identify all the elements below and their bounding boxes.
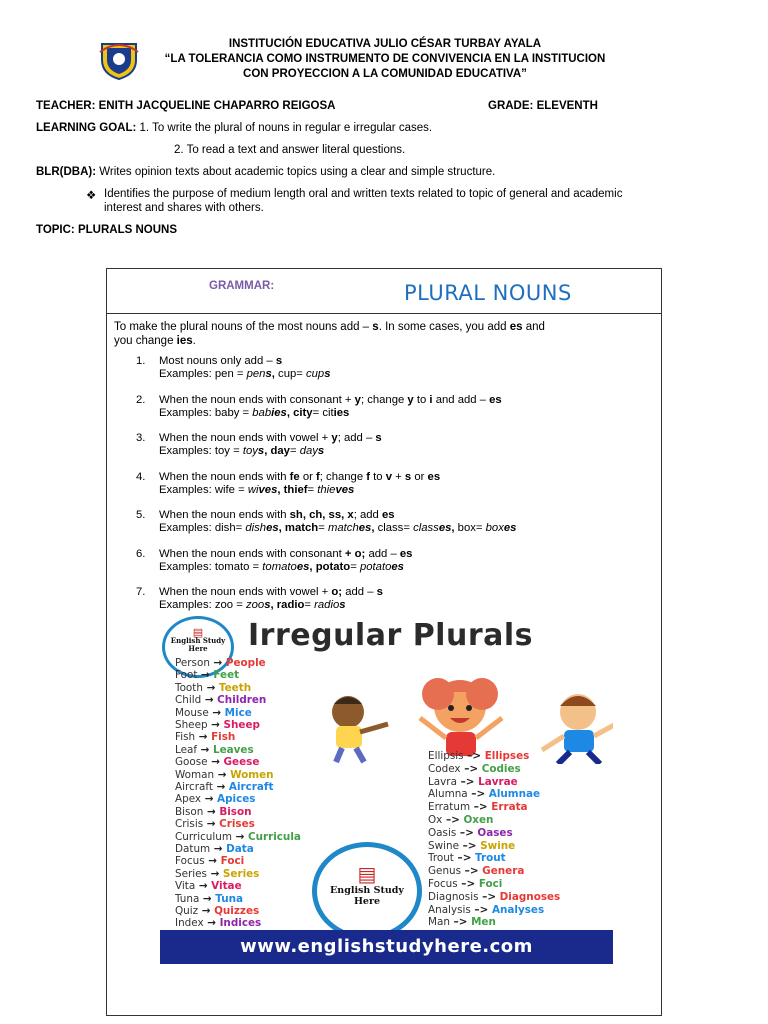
plural-word: Indices: [219, 917, 262, 930]
arrow-icon: →: [210, 843, 227, 855]
flag-icon: ▤: [192, 626, 204, 639]
plural-word: Feet: [213, 669, 240, 682]
arrow-icon: –>: [478, 890, 500, 903]
rule-text: Most nouns only add – s: [159, 355, 283, 367]
plural-word: Crises: [219, 818, 255, 831]
rule-example: Examples: tomato = tomatoes, potato= potatoes: [159, 561, 404, 573]
arrow-icon: →: [201, 793, 218, 806]
irregular-pair: [175, 769, 274, 781]
singular-word: Swine: [428, 839, 459, 852]
arrow-icon: →: [231, 830, 248, 843]
singular-word: Curriculum: [175, 830, 232, 843]
singular-word: Child: [175, 694, 202, 707]
irregular-pair: [175, 756, 259, 768]
school-motto-line1: “LA TOLERANCIA COMO INSTRUMENTO DE CONVIVENCIA EN LA INSTITUCION: [164, 53, 606, 65]
arrow-icon: →: [214, 768, 231, 781]
singular-word: Leaf: [175, 743, 198, 756]
arrow-icon: →: [212, 781, 229, 793]
school-crest-icon: [98, 38, 140, 80]
logo-text-1: English Study: [170, 636, 226, 645]
arrow-icon: –>: [461, 865, 483, 878]
singular-word: Woman: [175, 768, 215, 781]
singular-word: Apex: [175, 793, 202, 806]
irregular-plurals-infographic: [160, 614, 613, 964]
irregular-pair: [428, 776, 518, 788]
irregular-pair: [175, 682, 251, 694]
plural-nouns-title: PLURAL NOUNS: [404, 281, 572, 305]
singular-word: Series: [175, 867, 207, 880]
plural-word: Oases: [477, 826, 513, 839]
arrow-icon: →: [195, 731, 212, 744]
rule-number: 1.: [136, 355, 146, 367]
cartoon-kids-illustration: [320, 654, 613, 764]
irregular-pair: [175, 793, 255, 805]
singular-word: Fish: [175, 731, 196, 744]
irregular-pair: [175, 731, 235, 743]
rule-example: Examples: dish= dishes, match= matches, class= classes, box= boxes: [159, 522, 517, 534]
singular-word: Diagnosis: [428, 890, 479, 903]
learning-goal-label: LEARNING GOAL:: [36, 122, 137, 134]
rule-text: When the noun ends with fe or f; change f to v + s or es: [159, 471, 441, 483]
plural-word: Bison: [219, 805, 252, 818]
rule-example: Examples: toy = toys, day= days: [159, 445, 325, 457]
intro-text-1: To make the plural nouns of the most nouns add –: [114, 321, 373, 333]
plural-word: Fish: [211, 731, 236, 744]
arrow-icon: –>: [470, 801, 492, 814]
plural-word: Geese: [223, 756, 260, 769]
arrow-icon: →: [207, 719, 224, 731]
singular-word: Focus: [428, 878, 458, 890]
irregular-plurals-title: Irregular Plurals: [248, 618, 534, 653]
rule-number: 7.: [136, 586, 146, 598]
plural-word: Codies: [481, 762, 521, 775]
plural-word: Sheep: [223, 719, 260, 731]
singular-word: Crisis: [175, 818, 204, 831]
arrow-icon: →: [195, 880, 212, 893]
rule-number: 2.: [136, 394, 146, 406]
plural-word: Apices: [217, 793, 256, 806]
singular-word: Codex: [428, 762, 461, 775]
bullet-text-2: interest and shares with others.: [104, 202, 264, 214]
intro-text-4: you change: [114, 334, 177, 347]
blr-text: Writes opinion texts about academic topics using a clear and simple structure.: [99, 166, 496, 178]
singular-word: Erratum: [428, 801, 471, 814]
arrow-icon: →: [198, 905, 215, 917]
irregular-pair: [175, 831, 301, 843]
singular-word: Tooth: [175, 681, 203, 694]
english-study-here-logo: [312, 842, 422, 940]
blr-label: BLR(DBA):: [36, 166, 97, 178]
topic-line: TOPIC: PLURALS NOUNS: [36, 224, 177, 236]
plural-word: Alumnae: [488, 788, 541, 801]
irregular-pair: [428, 814, 493, 826]
arrow-icon: →: [208, 706, 225, 719]
irregular-pair: [428, 788, 540, 800]
singular-word: Person: [175, 657, 210, 669]
plural-word: Quizzes: [214, 905, 260, 917]
rule-text: When the noun ends with consonant + y; change y to i and add – es: [159, 394, 502, 406]
arrow-icon: –>: [456, 775, 479, 788]
singular-word: Tuna: [175, 892, 200, 905]
big-logo-text-2: Here: [353, 896, 381, 907]
intro-paragraph: [114, 321, 644, 348]
singular-word: Index: [175, 917, 204, 930]
blr-line: [36, 166, 495, 178]
singular-word: Ellipsis: [428, 750, 464, 762]
irregular-pair: [175, 744, 254, 756]
rule-example: Examples: wife = wives, thief= thieves: [159, 484, 355, 496]
irregular-pair: [428, 916, 496, 928]
grammar-box-divider: [106, 313, 662, 314]
singular-word: Aircraft: [175, 781, 213, 793]
grade-label: GRADE:: [488, 100, 534, 112]
rule-number: 3.: [136, 432, 146, 444]
singular-word: Datum: [175, 843, 211, 855]
plural-word: Men: [471, 916, 496, 929]
irregular-pair: [175, 880, 242, 892]
irregular-pair: [175, 843, 254, 855]
irregular-pair: [175, 719, 260, 731]
teacher-label: TEACHER:: [36, 100, 96, 112]
intro-text-2: . In some cases, you add: [378, 321, 510, 333]
plural-word: Data: [226, 843, 254, 855]
intro-text-5: .: [192, 334, 196, 347]
boy-right-icon: [542, 694, 613, 764]
singular-word: Ox: [428, 814, 443, 826]
arrow-icon: –>: [458, 839, 481, 852]
singular-word: Analysis: [428, 903, 471, 916]
bullet-diamond-icon: ❖: [86, 190, 97, 202]
irregular-pair: [175, 905, 259, 917]
arrow-icon: –>: [456, 826, 478, 839]
arrow-icon: →: [199, 892, 216, 905]
plural-word: Lavrae: [478, 775, 518, 788]
arrow-icon: –>: [449, 916, 472, 929]
plural-word: Analyses: [491, 903, 545, 916]
singular-word: Focus: [175, 855, 205, 868]
singular-word: Lavra: [428, 775, 457, 788]
plural-word: Children: [217, 694, 267, 707]
irregular-pair: [175, 855, 244, 867]
plural-word: Oxen: [463, 814, 494, 826]
singular-word: Foot: [175, 669, 198, 682]
arrow-icon: –>: [457, 878, 479, 890]
irregular-pair: [428, 750, 529, 762]
irregular-pair: [428, 891, 560, 903]
irregular-pair: [175, 657, 266, 669]
teacher-line: [36, 100, 335, 112]
arrow-icon: →: [203, 805, 220, 818]
rule-number: 4.: [136, 471, 146, 483]
irregular-pair: [428, 827, 513, 839]
arrow-icon: –>: [470, 903, 492, 916]
grade-value: ELEVENTH: [536, 100, 598, 112]
plural-word: Series: [222, 867, 260, 880]
grade-line: [488, 100, 598, 112]
irregular-pair: [428, 852, 506, 864]
arrow-icon: –>: [460, 762, 482, 775]
rule-example: Examples: pen = pens, cup= cups: [159, 368, 331, 380]
plural-word: Mice: [224, 706, 252, 719]
irregular-pair: [428, 801, 528, 813]
rule-text: When the noun ends with sh, ch, ss, x; add es: [159, 509, 395, 521]
irregular-pair: [175, 781, 273, 793]
arrow-icon: →: [204, 855, 221, 868]
arrow-icon: →: [197, 669, 214, 682]
big-logo-text-1: English Study: [330, 885, 404, 896]
plural-word: Swine: [480, 839, 516, 852]
arrow-icon: →: [207, 756, 224, 769]
intro-s: s: [372, 321, 379, 333]
rule-text: When the noun ends with vowel + y; add – s: [159, 432, 382, 444]
rule-number: 6.: [136, 548, 146, 560]
irregular-pair: [428, 904, 544, 916]
irregular-pair: [428, 878, 502, 890]
intro-es: es: [509, 321, 523, 333]
singular-word: Trout: [428, 852, 454, 865]
singular-word: Oasis: [428, 826, 457, 839]
plural-word: Genera: [482, 865, 525, 878]
arrow-icon: →: [203, 917, 220, 930]
plural-word: Women: [230, 768, 274, 781]
plural-word: Vitae: [211, 880, 242, 893]
irregular-pair: [175, 707, 252, 719]
plural-word: Tuna: [215, 892, 244, 905]
arrow-icon: –>: [453, 852, 476, 865]
singular-word: Goose: [175, 756, 208, 769]
plural-word: Foci: [220, 855, 245, 868]
school-motto-line2: CON PROYECCION A LA COMUNIDAD EDUCATIVA”: [243, 68, 527, 80]
arrow-icon: →: [203, 818, 220, 831]
singular-word: Bison: [175, 805, 204, 818]
irregular-pair: [175, 694, 266, 706]
irregular-pair: [428, 840, 515, 852]
arrow-icon: →: [209, 657, 226, 669]
plural-word: Curricula: [247, 830, 301, 843]
rule-number: 5.: [136, 509, 146, 521]
plural-word: Aircraft: [228, 781, 274, 793]
arrow-icon: →: [202, 681, 219, 694]
singular-word: Sheep: [175, 719, 208, 731]
learning-goal-line: [36, 122, 432, 134]
rule-example: Examples: zoo = zoos, radio= radios: [159, 599, 346, 611]
singular-word: Genus: [428, 865, 462, 878]
arrow-icon: –>: [463, 750, 485, 762]
irregular-pair: [175, 818, 255, 830]
logo-text-2: Here: [188, 644, 208, 653]
arrow-icon: →: [197, 743, 213, 756]
learning-goal-2: 2. To read a text and answer literal questions.: [174, 144, 406, 156]
singular-word: Man: [428, 916, 450, 929]
irregular-pair: [428, 865, 524, 877]
learning-goal-1: 1. To write the plural of nouns in regular e irregular cases.: [139, 122, 433, 134]
plural-word: Leaves: [212, 743, 254, 756]
website-footer: www.englishstudyhere.com: [160, 930, 613, 964]
grammar-label: GRAMMAR:: [209, 280, 275, 292]
plural-word: Trout: [475, 852, 506, 865]
teacher-name: ENITH JACQUELINE CHAPARRO REIGOSA: [98, 100, 336, 112]
irregular-pair: [175, 893, 243, 905]
arrow-icon: –>: [442, 814, 464, 826]
bullet-text-1: Identifies the purpose of medium length oral and written texts related to topic of general and academic: [104, 188, 623, 200]
singular-word: Quiz: [175, 905, 199, 917]
irregular-pair: [175, 917, 261, 929]
plural-word: Ellipses: [484, 750, 530, 762]
arrow-icon: →: [201, 694, 218, 707]
rule-text: When the noun ends with vowel + o; add – s: [159, 586, 383, 598]
singular-word: Mouse: [175, 706, 209, 719]
irregular-pair: [175, 868, 259, 880]
book-icon: ▤: [357, 862, 377, 886]
irregular-pair: [175, 806, 252, 818]
singular-word: Vita: [175, 880, 196, 893]
plural-word: People: [225, 657, 266, 669]
intro-ies: ies: [176, 334, 193, 347]
irregular-pair: [175, 669, 239, 681]
girl-center-icon: [420, 678, 502, 756]
school-name: INSTITUCIÓN EDUCATIVA JULIO CÉSAR TURBAY AYALA: [228, 38, 542, 50]
singular-word: Alumna: [428, 788, 468, 801]
rule-example: Examples: baby = babies, city= cities: [159, 407, 350, 419]
plural-word: Teeth: [218, 681, 252, 694]
boy-left-icon: [332, 696, 388, 762]
rule-text: When the noun ends with consonant + o; add – es: [159, 548, 413, 560]
plural-word: Diagnoses: [499, 890, 561, 903]
arrow-icon: –>: [467, 788, 489, 801]
irregular-pair: [428, 763, 521, 775]
arrow-icon: →: [206, 867, 223, 880]
plural-word: Foci: [478, 878, 503, 890]
intro-text-3: and: [522, 321, 545, 333]
plural-word: Errata: [491, 801, 528, 814]
